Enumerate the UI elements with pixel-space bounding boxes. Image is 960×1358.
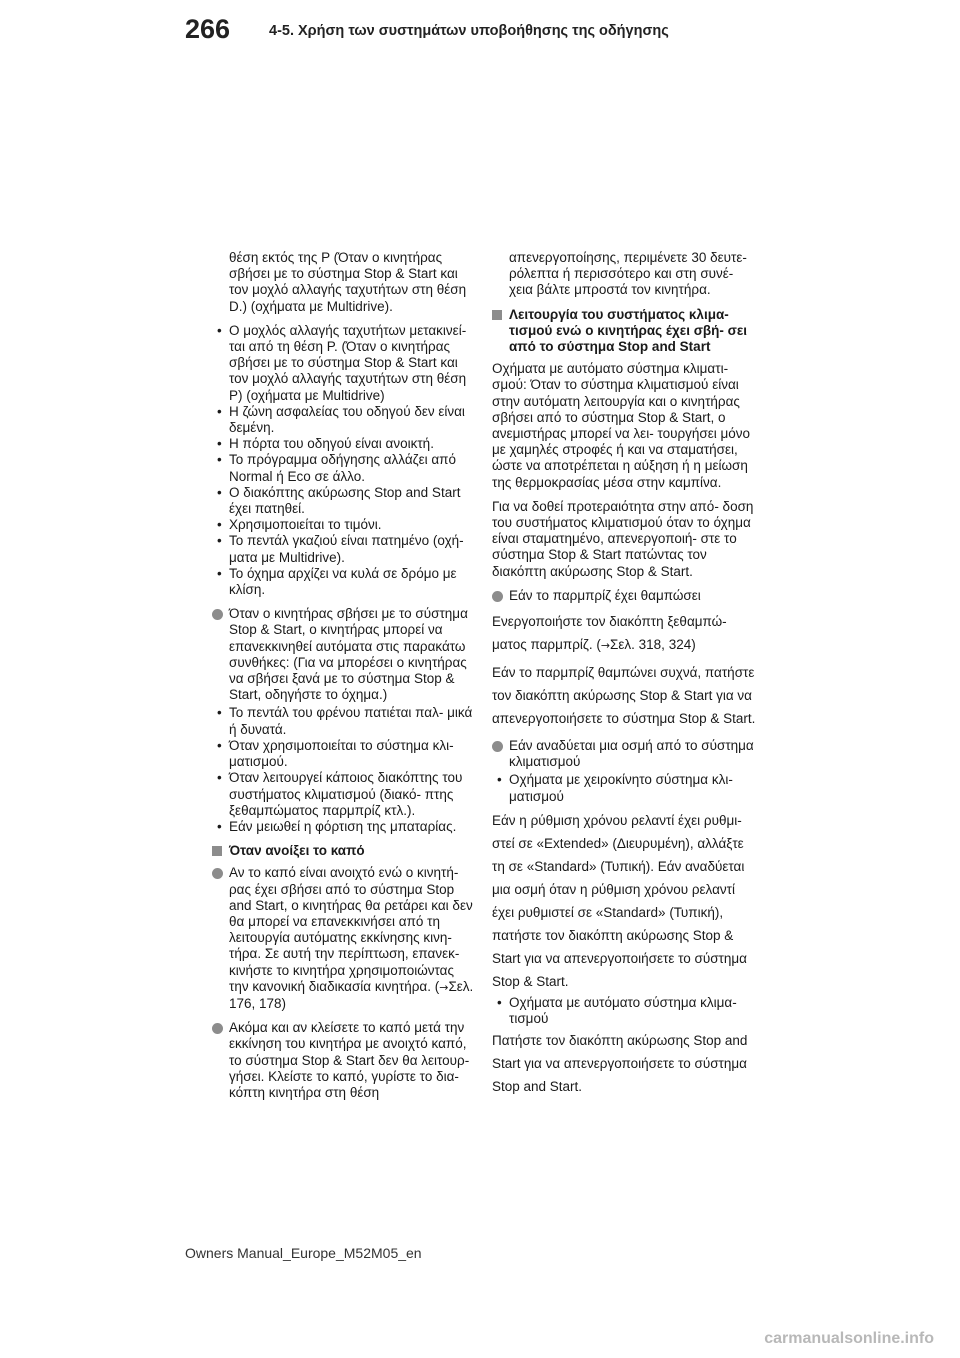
hood-open-text: Αν το καπό είναι ανοιχτό ενώ ο κινητή- ρας έχει σβήσει από το σύστημα Stop and Start, ο κινητήρας θα ρετάρει και δεν θα μπορεί να επανεκκινήσει από τη λειτουργία αυτόματης εκκίνησης κινη- τήρα. Σε αυτή την περίπτωση, επανεκ- κινήστε το κινητήρα χρησιμοποιώντας την κανονική διαδικασία κινητήρα. — [229, 865, 473, 994]
auto-ac-paragraph: Πατήστε τον διακόπτη ακύρωσης Stop and Start για να απενεργοποιήσετε το σύστημα Stop and Start. — [492, 1033, 748, 1095]
ac-heading-text: Λειτουργία του συστήματος κλιμα- τισμού ενώ ο κινητήρας έχει σβή- σει από το σύστημα Stop and Start — [509, 306, 748, 355]
list-item: • Το πρόγραμμα οδήγησης αλλάζει από Normal ή Eco σε άλλο. — [212, 452, 474, 484]
bullet-list-auto-ac — [492, 995, 756, 1027]
intro-continuation: θέση εκτός της P (Όταν ο κινητήρας σβήσει με το σύστημα Stop & Start και τον μοχλό αλλαγής ταχυτήτων στη θέση D.) (οχήματα με Multidrive). — [229, 250, 467, 314]
circle-bullet-icon — [492, 741, 503, 752]
defog-paragraph: Ενεργοποιήστε τον διακόπτη ξεθαμπώ- ματος παρμπρίζ. (→Σελ. 318, 324) — [492, 614, 727, 653]
page-number: 266 — [185, 14, 231, 44]
list-item: • Όταν χρησιμοποιείται το σύστημα κλι- ματισμού. — [212, 738, 474, 770]
restart-conditions-item — [212, 606, 474, 703]
list-item: • Ο μοχλός αλλαγής ταχυτήτων μετακινεί- ται από τη θέση P. (Όταν ο κινητήρας σβήσει με το σύστημα Stop & Start και τον μοχλό αλλαγής ταχυτήτων στη θέση P) (οχήματα με Multidrive) — [212, 323, 474, 404]
bullet-list-cancel-conditions — [212, 323, 474, 598]
hood-open-heading — [212, 843, 474, 859]
footer-text: Owners Manual_Europe_M52M05_en — [185, 1245, 422, 1261]
section-title: 4-5. Χρήση των συστημάτων υποβοήθησης της οδήγησης — [269, 23, 669, 39]
windshield-fog-item — [492, 588, 756, 604]
list-item: • Ο διακόπτης ακύρωσης Stop and Start έχει πατηθεί. — [212, 485, 474, 517]
list-item: • Το πεντάλ του φρένου πατιέται παλ- μικά ή δυνατά. — [212, 705, 474, 737]
list-item: • Οχήματα με αυτόματο σύστημα κλιμα- τισμού — [492, 995, 756, 1027]
watermark: carmanualsonline.info — [764, 1330, 934, 1347]
bullet-list-restart-conditions — [212, 705, 474, 835]
hood-close-item — [212, 1020, 474, 1101]
hood-open-item — [212, 865, 474, 1012]
ac-paragraph-1: Οχήματα με αυτόματο σύστημα κλιματι- σμού: Όταν το σύστημα κλιματισμού είναι στην αυτόματη λειτουργία και ο κινητήρας σβήσει από το σύστημα Stop & Start, ο ανεμιστήρας μπορεί να λει- τουργήσει μόνο με χαμηλές στροφές ή και να σταματήσει, ώστε να αποτρέπεται η αύξηση ή η μείωση της θερμοκρασίας μέσα στην καμπίνα. — [492, 361, 751, 490]
list-item: • Χρησιμοποιείται το τιμόνι. — [212, 517, 474, 533]
list-item: • Η πόρτα του οδηγού είναι ανοικτή. — [212, 436, 474, 452]
page-reference: (→Σελ. 176, 178) — [229, 978, 474, 1011]
odor-item — [492, 738, 756, 770]
arrow-right-icon: → — [600, 639, 611, 653]
bullet-list-manual-ac — [492, 772, 756, 804]
odor-text: Εάν αναδύεται μια οσμή από το σύστημα κλιματισμού — [509, 738, 754, 770]
list-item: • Το όχημα αρχίζει να κυλά σε δρόμο με κλίση. — [212, 566, 474, 598]
windshield-fog-text: Εάν το παρμπρίζ έχει θαμπώσει — [509, 587, 701, 603]
list-item: • Εάν μειωθεί η φόρτιση της μπαταρίας. — [212, 819, 474, 835]
continuation-text: απενεργοποίησης, περιμένετε 30 δευτε- ρόλεπτα ή περισσότερο και στη συνέ- χεια βάλτε μπροστά τον κινητήρα. — [509, 250, 747, 298]
arrow-right-icon: → — [439, 980, 449, 994]
frequent-fog-paragraph: Εάν το παρμπρίζ θαμπώνει συχνά, πατήστε τον διακόπτη ακύρωσης Stop & Start για να απενεργοποιήσετε το σύστημα Stop & Start. — [492, 665, 756, 727]
list-item: • Το πεντάλ γκαζιού είναι πατημένο (οχή- ματα με Multidrive). — [212, 533, 474, 565]
list-item: • Όταν λειτουργεί κάποιος διακόπτης του συστήματος κλιματισμού (διακό- πτης ξεθαμπώματος παρμπρίζ κτλ.). — [212, 770, 474, 819]
hood-open-heading-text: Όταν ανοίξει το καπό — [229, 843, 365, 859]
list-item: • Οχήματα με χειροκίνητο σύστημα κλι- ματισμού — [492, 772, 756, 804]
ac-heading — [492, 307, 756, 356]
restart-conditions-text: Όταν ο κινητήρας σβήσει με το σύστημα Stop & Start, ο κινητήρας μπορεί να επανεκκινηθεί αυτόματα στις παρακάτω συνθήκες: (Για να μπορέσει ο κινητήρας να σβήσει ξανά με το σύστημα Stop & Start, οδηγήστε το όχημα.) — [229, 606, 468, 703]
ac-paragraph-2: Για να δοθεί προτεραιότητα στην από- δοση του συστήματος κλιματισμού όταν το όχημα είναι σταματημένο, απενεργοποιή- στε το σύστημα Stop & Start πατώντας τον διακόπτη ακύρωσης Stop & Start. — [492, 498, 754, 579]
circle-bullet-icon — [212, 868, 223, 879]
circle-bullet-icon — [492, 591, 503, 602]
right-column — [492, 250, 756, 1102]
list-item: • Η ζώνη ασφαλείας του οδηγού δεν είναι δεμένη. — [212, 404, 474, 436]
page-header — [185, 14, 785, 54]
circle-bullet-icon — [212, 1023, 223, 1034]
circle-bullet-icon — [212, 609, 223, 620]
square-bullet-icon — [492, 310, 502, 320]
hood-close-text: Ακόμα και αν κλείσετε το καπό μετά την εκκίνηση του κινητήρα με ανοιχτό καπό, το σύστημα Stop & Start δεν θα λειτουρ- γήσει. Κλείστε το καπό, γυρίστε το δια- κόπτη κινητήρα στη θέση — [229, 1020, 470, 1100]
left-column — [212, 250, 474, 1103]
idle-time-paragraph: Εάν η ρύθμιση χρόνου ρελαντί έχει ρυθμι- στεί σε «Extended» (Διευρυμένη), αλλάξτε τη σε «Standard» (Τυπική). Εάν αναδύεται μια οσμή όταν η ρύθμιση χρόνου ρελαντί έχει ρυθμιστεί σε «Standard» (Τυπική), πατήστε τον διακόπτη ακύρωσης Stop & Start για να απενεργοποιήσετε το σύστημα Stop & Start. — [492, 812, 747, 989]
square-bullet-icon — [212, 846, 222, 856]
